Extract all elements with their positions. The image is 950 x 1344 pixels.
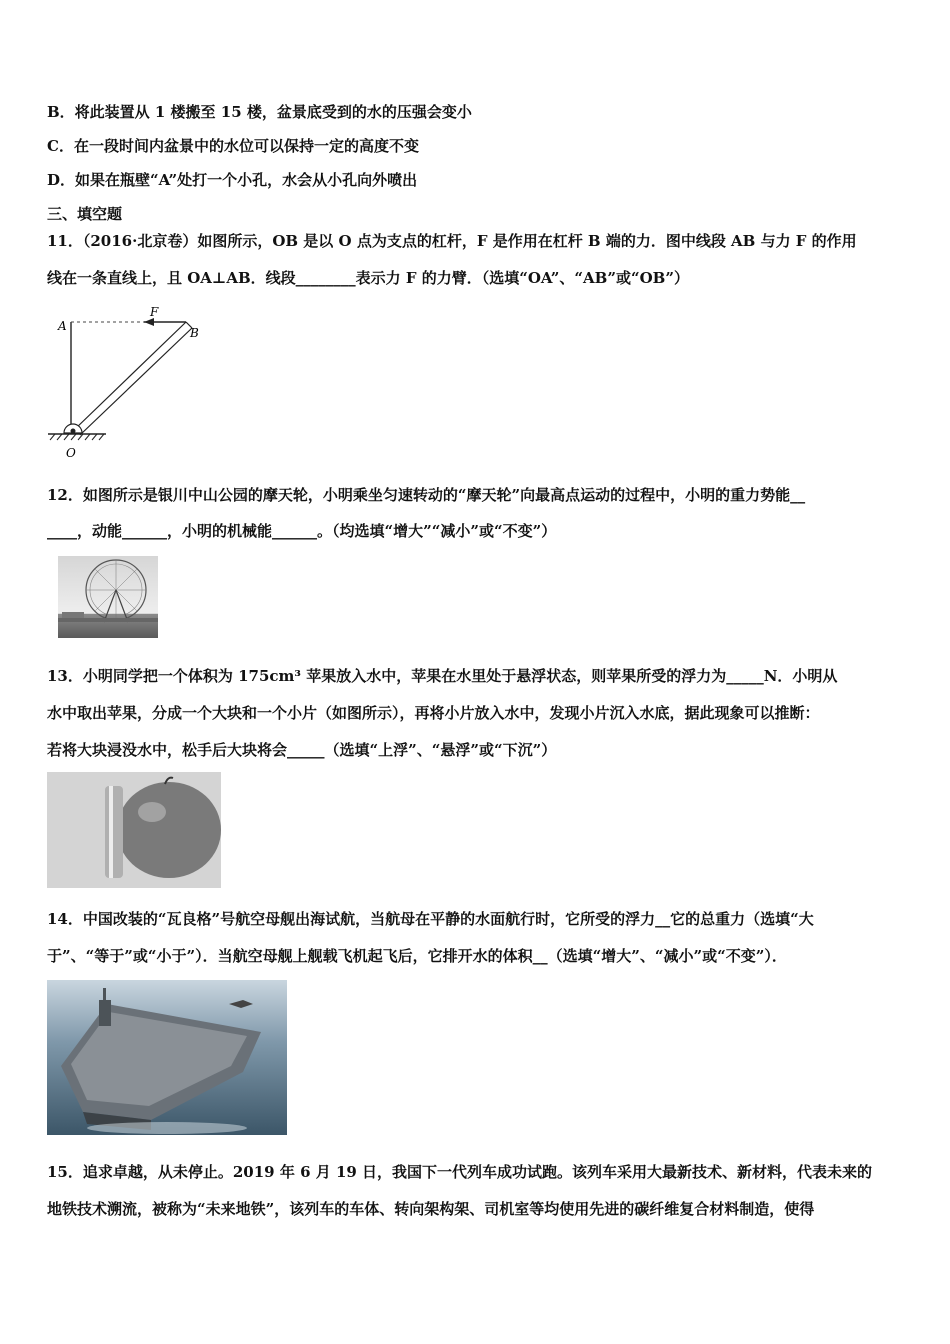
q11-line-1: 11．（2016·北京卷）如图所示，OB 是以 O 点为支点的杠杆，F 是作用在杠杆 B 端的力．图中线段 AB 与力 F 的作用 bbox=[47, 232, 857, 250]
q15-line-1: 15．追求卓越，从未停止。2019 年 6 月 19 日，我国下一代列车成功试跑。该列车采用大最新技术、新材料，代表未来的 bbox=[47, 1163, 873, 1181]
q12-line-1: 12．如图所示是银川中山公园的摩天轮，小明乘坐匀速转动的“摩天轮”向最高点运动的过程中，小明的重力势能__ bbox=[47, 486, 806, 504]
q15-line-2: 地铁技术溯流，被称为“未来地铁”，该列车的车体、转向架构架、司机室等均使用先进的碳纤维复合材料制造，使得 bbox=[47, 1200, 815, 1218]
q13-line-2: 水中取出苹果，分成一个大块和一个小片（如图所示），再将小片放入水中，发现小片沉入水底，据此现象可以推断： bbox=[47, 704, 820, 722]
option-d: D．如果在瓶壁“A”处打一个小孔，水会从小孔向外喷出 bbox=[47, 171, 418, 189]
label-o: O bbox=[66, 446, 76, 460]
label-f: F bbox=[150, 305, 159, 319]
lever-figure bbox=[46, 300, 216, 460]
q13-line-1: 13．小明同学把一个体积为 175cm³ 苹果放入水中，苹果在水里处于悬浮状态，则苹果所受的浮力为_____N．小明从 bbox=[47, 667, 838, 685]
apple-image bbox=[47, 772, 221, 888]
option-c: C．在一段时间内盆景中的水位可以保持一定的高度不变 bbox=[47, 137, 419, 155]
q14-line-1: 14．中国改装的“瓦良格”号航空母舰出海试航，当航母在平静的水面航行时，它所受的浮力__它的总重力（选填“大 bbox=[47, 910, 814, 928]
aircraft-carrier-image bbox=[47, 980, 287, 1135]
q12-line-2: ____，动能______，小明的机械能______。（均选填“增大”“减小”或“不变”） bbox=[47, 522, 557, 540]
ferris-wheel-image bbox=[58, 556, 158, 638]
q14-line-2: 于”、“等于”或“小于”）．当航空母舰上舰载飞机起飞后，它排开水的体积__（选填“增大”、“减小”或“不变”）． bbox=[47, 947, 787, 965]
q11-line-2: 线在一条直线上，且 OA⊥AB．线段________表示力 F 的力臂．（选填“OA”、“AB”或“OB”） bbox=[47, 269, 689, 287]
q13-line-3: 若将大块浸没水中，松手后大块将会_____（选填“上浮”、“悬浮”或“下沉”） bbox=[47, 741, 557, 759]
lever-diagram bbox=[46, 300, 216, 460]
section-title: 三、填空题 bbox=[47, 205, 123, 223]
aircraft-carrier-photo bbox=[47, 980, 287, 1135]
label-a: A bbox=[58, 319, 67, 333]
label-b: B bbox=[190, 326, 199, 340]
ferris-wheel-photo bbox=[58, 556, 158, 638]
option-b: B．将此装置从 1 楼搬至 15 楼，盆景底受到的水的压强会变小 bbox=[47, 103, 472, 121]
apple-photo bbox=[47, 772, 221, 888]
